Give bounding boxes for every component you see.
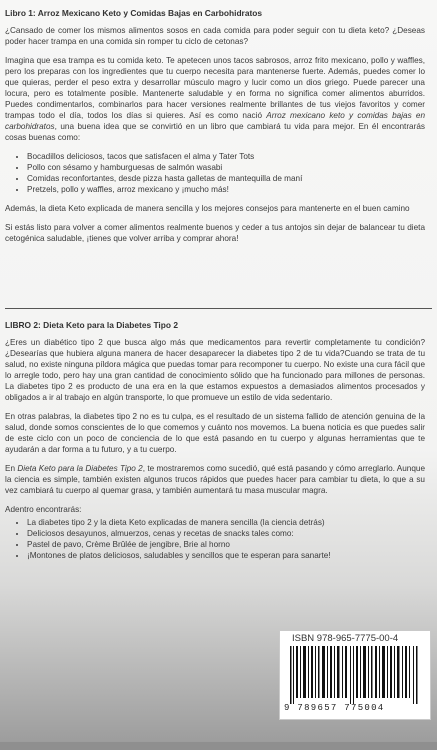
book1-paragraph-1: ¿Cansado de comer los mismos alimentos sosos en cada comida para poder seguir con tu dieta keto? ¿Deseas poder hacer trampa en una comida sin romper tu ciclo de cetonas? — [5, 26, 425, 46]
book2-title-italic: Dieta Keto para la Diabetes Tipo 2 — [17, 464, 143, 473]
barcode-bars-icon — [288, 646, 422, 704]
book2-paragraph-3-end: , te mostraremos como sucedió, qué está pasando y cómo arreglarlo. Aunque la ciencia es simple, también existen algunos trucos rápidos que puedes hacer para cambiar tu dieta, lo que a su vez cambiará tu cuerpo al quemar grasa, y también aumentará tu masa muscular magra. — [5, 464, 425, 495]
barcode-digits: 9 789657 775004 — [284, 703, 385, 713]
book2-section — [5, 320, 425, 569]
section-divider — [5, 308, 432, 309]
list-item: • Pastel de pavo, Crème Brûlée de jengibre, Brie al horno — [27, 539, 425, 550]
book1-paragraph-2 — [5, 55, 425, 143]
book1-heading: Libro 1: Arroz Mexicano Keto y Comidas Bajas en Carbohidratos — [5, 8, 263, 18]
book2-paragraph-3 — [5, 463, 425, 496]
book2-paragraph-4: Adentro encontrarás: — [5, 505, 82, 514]
bottom-band — [0, 742, 437, 750]
book2-paragraph-1: ¿Eres un diabético tipo 2 que busca algo más que medicamentos para revertir completamente tu condición? ¿Desearías que hubiera alguna manera de hacer desaparecer la diabetes tipo 2 de tu vida?Cuando se trata de tu salud, no existe ninguna píldora mágica que puedas tomar para recomponer tu cuerpo. No existe una cura fácil que lo arregle todo, pero hay una gran cantidad de conocimiento sólido que ha funcionado para millones de personas. La diabetes tipo 2 es producto de una era en la que estamos expuestos a demasiados alimentos procesados y obligados a ir al trabajo en algún transporte, lo que promueve un estilo de vida sedentario. — [5, 338, 425, 402]
isbn-barcode — [279, 630, 431, 720]
list-item: • Deliciosos desayunos, almuerzos, cenas y recetas de snacks tales como: — [27, 528, 425, 539]
book1-paragraph-4: Si estás listo para volver a comer alimentos realmente buenos y ceder a tus antojos sin dejar de balancear tu dieta cetogénica saludable, ¡tienes que volver arriba y comprar ahora! — [5, 223, 425, 243]
list-item: • La diabetes tipo 2 y la dieta Keto explicadas de manera sencilla (la ciencia detrás) — [27, 517, 425, 528]
list-item: • Bocadillos deliciosos, tacos que satisfacen el alma y Tater Tots — [27, 151, 425, 162]
book1-paragraph-2-text: Imagina que esa trampa es tu comida keto. Te apetecen unos tacos sabrosos, arroz frito mexicano, pollo y waffles, pero los preparas con los ingredientes que tu cuerpo necesita para mantenerse fuerte. Además, puedes comer lo que quieras, perder el peso extra y desarrollar músculo magro y lucir como un dios griego. Puede parecer una locura, pero es totalmente posible. Mantenerte saludable y en forma no significa comer alimentos aburridos. Puedes condimentarlos, combinarlos para hacer versiones realmente brillantes de tus viejos favoritos y comer trampas todo el día, todos los días si quieres. Así es como nació — [5, 56, 425, 120]
book2-heading: LIBRO 2: Dieta Keto para la Diabetes Tipo 2 — [5, 320, 178, 330]
book1-bullet-list — [5, 151, 425, 195]
book1-section — [5, 8, 425, 252]
isbn-label: ISBN 978-965-7775-00-4 — [292, 633, 399, 644]
list-item: • Comidas reconfortantes, desde pizza hasta galletas de mantequilla de maní — [27, 173, 425, 184]
book2-paragraph-3-start: En — [5, 464, 18, 473]
list-item: • ¡Montones de platos deliciosos, saludables y sencillos que te esperan para sanarte! — [27, 550, 425, 561]
list-item: • Pretzels, pollo y waffles, arroz mexicano y ¡mucho más! — [27, 184, 425, 195]
book1-title-italic: Arroz mexicano keto y comidas bajas en carbohidratos — [5, 111, 426, 131]
book1-paragraph-3: Además, la dieta Keto explicada de manera sencilla y los mejores consejos para mantenerte en el buen camino — [5, 204, 410, 213]
book2-bullet-list — [5, 517, 425, 561]
book2-paragraph-2: En otras palabras, la diabetes tipo 2 no es tu culpa, es el resultado de un sistema fallido de atención genuina de la salud, donde somos conscientes de lo que comemos y cuánto nos movemos. La buena noticia es que puedes salir de este ciclo con un poco de conciencia de lo que está pasando en tu cuerpo y algunas herramientas que te ayudarán a dar forma a tu futuro, y a tu cuerpo. — [5, 412, 425, 454]
list-item: • Pollo con sésamo y hamburguesas de salmón wasabi — [27, 162, 425, 173]
book1-paragraph-2-end: , una buena idea que se convirtió en un libro que cambiará tu vida para mejor. En él encontrarás cosas buenas como: — [5, 122, 425, 142]
